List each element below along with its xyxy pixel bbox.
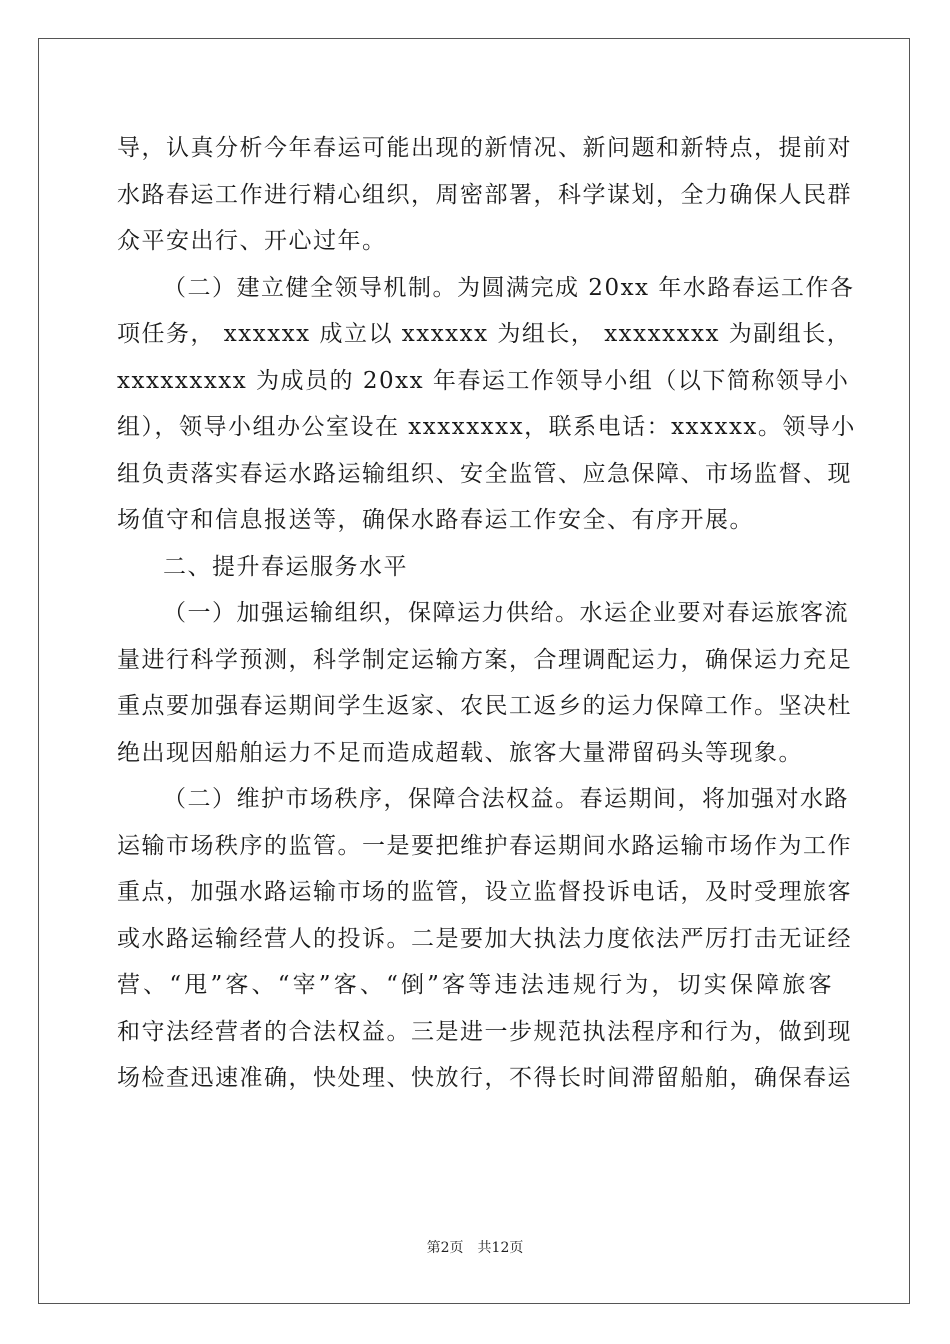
paragraph-line: 二、提升春运服务水平 bbox=[163, 553, 408, 580]
paragraph-line: xxxxxxxxx 为成员的 20xx 年春运工作领导小组（以下简称领导小 bbox=[117, 367, 850, 394]
paragraph-line: 众平安出行、开心过年。 bbox=[117, 228, 387, 254]
paragraph-line: 重点要加强春运期间学生返家、农民工返乡的运力保障工作。坚决杜 bbox=[117, 693, 852, 719]
paragraph-line: 水路春运工作进行精心组织，周密部署，科学谋划，全力确保人民群 bbox=[117, 181, 852, 208]
paragraph-line: 量进行科学预测，科学制定运输方案，合理调配运力，确保运力充足 bbox=[117, 646, 852, 673]
paragraph-line: 绝出现因船舶运力不足而造成超载、旅客大量滞留码头等现象。 bbox=[117, 739, 803, 766]
paragraph bbox=[117, 544, 833, 591]
paragraph-line: （二）维护市场秩序，保障合法权益。春运期间，将加强对水路 bbox=[163, 786, 849, 812]
paragraph-line: 或水路运输经营人的投诉。二是要加大执法力度依法严厉打击无证经 bbox=[117, 925, 852, 952]
paragraph-line: 场值守和信息报送等，确保水路春运工作安全、有序开展。 bbox=[117, 507, 754, 533]
paragraph bbox=[117, 590, 852, 776]
paragraph-line: 导，认真分析今年春运可能出现的新情况、新问题和新特点，提前对 bbox=[117, 135, 852, 161]
page-footer bbox=[0, 1237, 950, 1257]
paragraph-line: 和守法经营者的合法权益。三是进一步规范执法程序和行为，做到现 bbox=[117, 1018, 852, 1045]
paragraph-line: （一）加强运输组织，保障运力供给。水运企业要对春运旅客流 bbox=[163, 600, 849, 626]
paragraph-line: 组负责落实春运水路运输组织、安全监管、应急保障、市场监督、现 bbox=[117, 460, 852, 487]
document-body bbox=[117, 125, 856, 1102]
paragraph-line: （二）建立健全领导机制。为圆满完成 20xx 年水路春运工作各 bbox=[163, 274, 855, 301]
paragraph-line: 营、“甩”客、“宰”客、“倒”客等违法违规行为，切实保障旅客 bbox=[117, 972, 833, 998]
paragraph-line: 项任务， xxxxxx 成立以 xxxxxx 为组长， xxxxxxxx 为副组长， bbox=[117, 321, 852, 347]
paragraph-line: 运输市场秩序的监管。一是要把维护春运期间水路运输市场作为工作 bbox=[117, 832, 852, 859]
paragraph bbox=[117, 776, 852, 1102]
paragraph-line: 场检查迅速准确，快处理、快放行，不得长时间滞留船舶，确保春运 bbox=[117, 1065, 852, 1091]
paragraph bbox=[117, 265, 856, 544]
paragraph bbox=[117, 125, 852, 265]
page-total: 共12页 bbox=[477, 1240, 524, 1256]
page-number: 第2页 bbox=[426, 1240, 464, 1256]
paragraph-line: 重点，加强水路运输市场的监管，设立监督投诉电话，及时受理旅客 bbox=[117, 879, 852, 905]
paragraph-line: 组），领导小组办公室设在 xxxxxxxx，联系电话：xxxxxx。领导小 bbox=[117, 414, 856, 440]
